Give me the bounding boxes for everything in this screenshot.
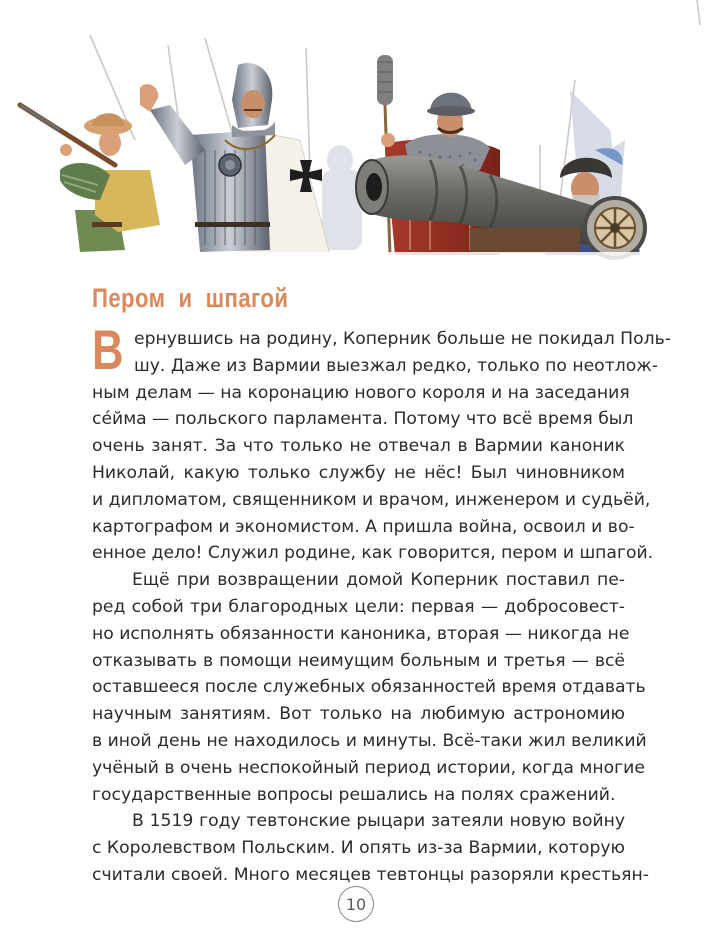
text-line: отказывать в помощи неимущим больным и третья — всё: [92, 650, 625, 671]
text-line: и дипломатом, священником и врачом, инженером и судьёй,: [92, 489, 651, 510]
drop-cap-letter: В: [92, 318, 124, 381]
text-line: Николай, какую только службу не нёс! Был чиновником: [92, 462, 625, 483]
text-line: государственные вопросы решались на полях сражений.: [92, 784, 616, 805]
text-line: научным занятиям. Вот только на любимую астрономию: [92, 704, 625, 725]
text-line: ернувшись на родину, Коперник больше не покидал Поль-: [134, 329, 671, 349]
text-line: ным делам — на коронацию нового короля и на заседания: [92, 382, 630, 403]
text-line: но исполнять обязанности каноника, вторая — никогда не: [92, 623, 630, 644]
text-line: шу. Даже из Вармии выезжал редко, только по неотлож-: [134, 355, 658, 376]
text-line: учёный в очень неспокойный период истории, когда многие: [92, 757, 645, 778]
text-line: картографом и экономистом. А пришла война, освоил и во-: [92, 516, 635, 537]
knights-and-cannon-image: [0, 0, 721, 270]
text-line: с Королевством Польским. И опять из-за Вармии, которую: [92, 838, 625, 859]
section-title: Пером и шпагой: [92, 283, 289, 313]
text-line: В 1519 году тевтонские рыцари затеяли новую войну: [132, 811, 625, 832]
text-line: в иной день не находилось и минуты. Всё-таки жил великий: [92, 730, 647, 751]
page-number: 10: [345, 894, 367, 914]
text-line: очень занят. За что только не отвечал в Вармии каноник: [92, 436, 625, 457]
text-line: Ещё при возвращении домой Коперник поставил пе-: [132, 570, 625, 591]
text-line: ред собой три благородных цели: первая — добросовест-: [92, 596, 625, 617]
article-body: [92, 326, 671, 889]
text-line: считали своей. Много месяцев тевтонцы разоряли крестьян-: [92, 864, 649, 885]
page-number-badge: [338, 886, 374, 922]
battle-illustration: [0, 0, 721, 270]
text-line: сéйма — польского парламента. Потому что всё время был: [92, 409, 634, 430]
text-line: оставшееся после служебных обязанностей время отдавать: [92, 677, 646, 698]
text-line: енное дело! Служил родине, как говорится, пером и шпагой.: [92, 543, 654, 564]
